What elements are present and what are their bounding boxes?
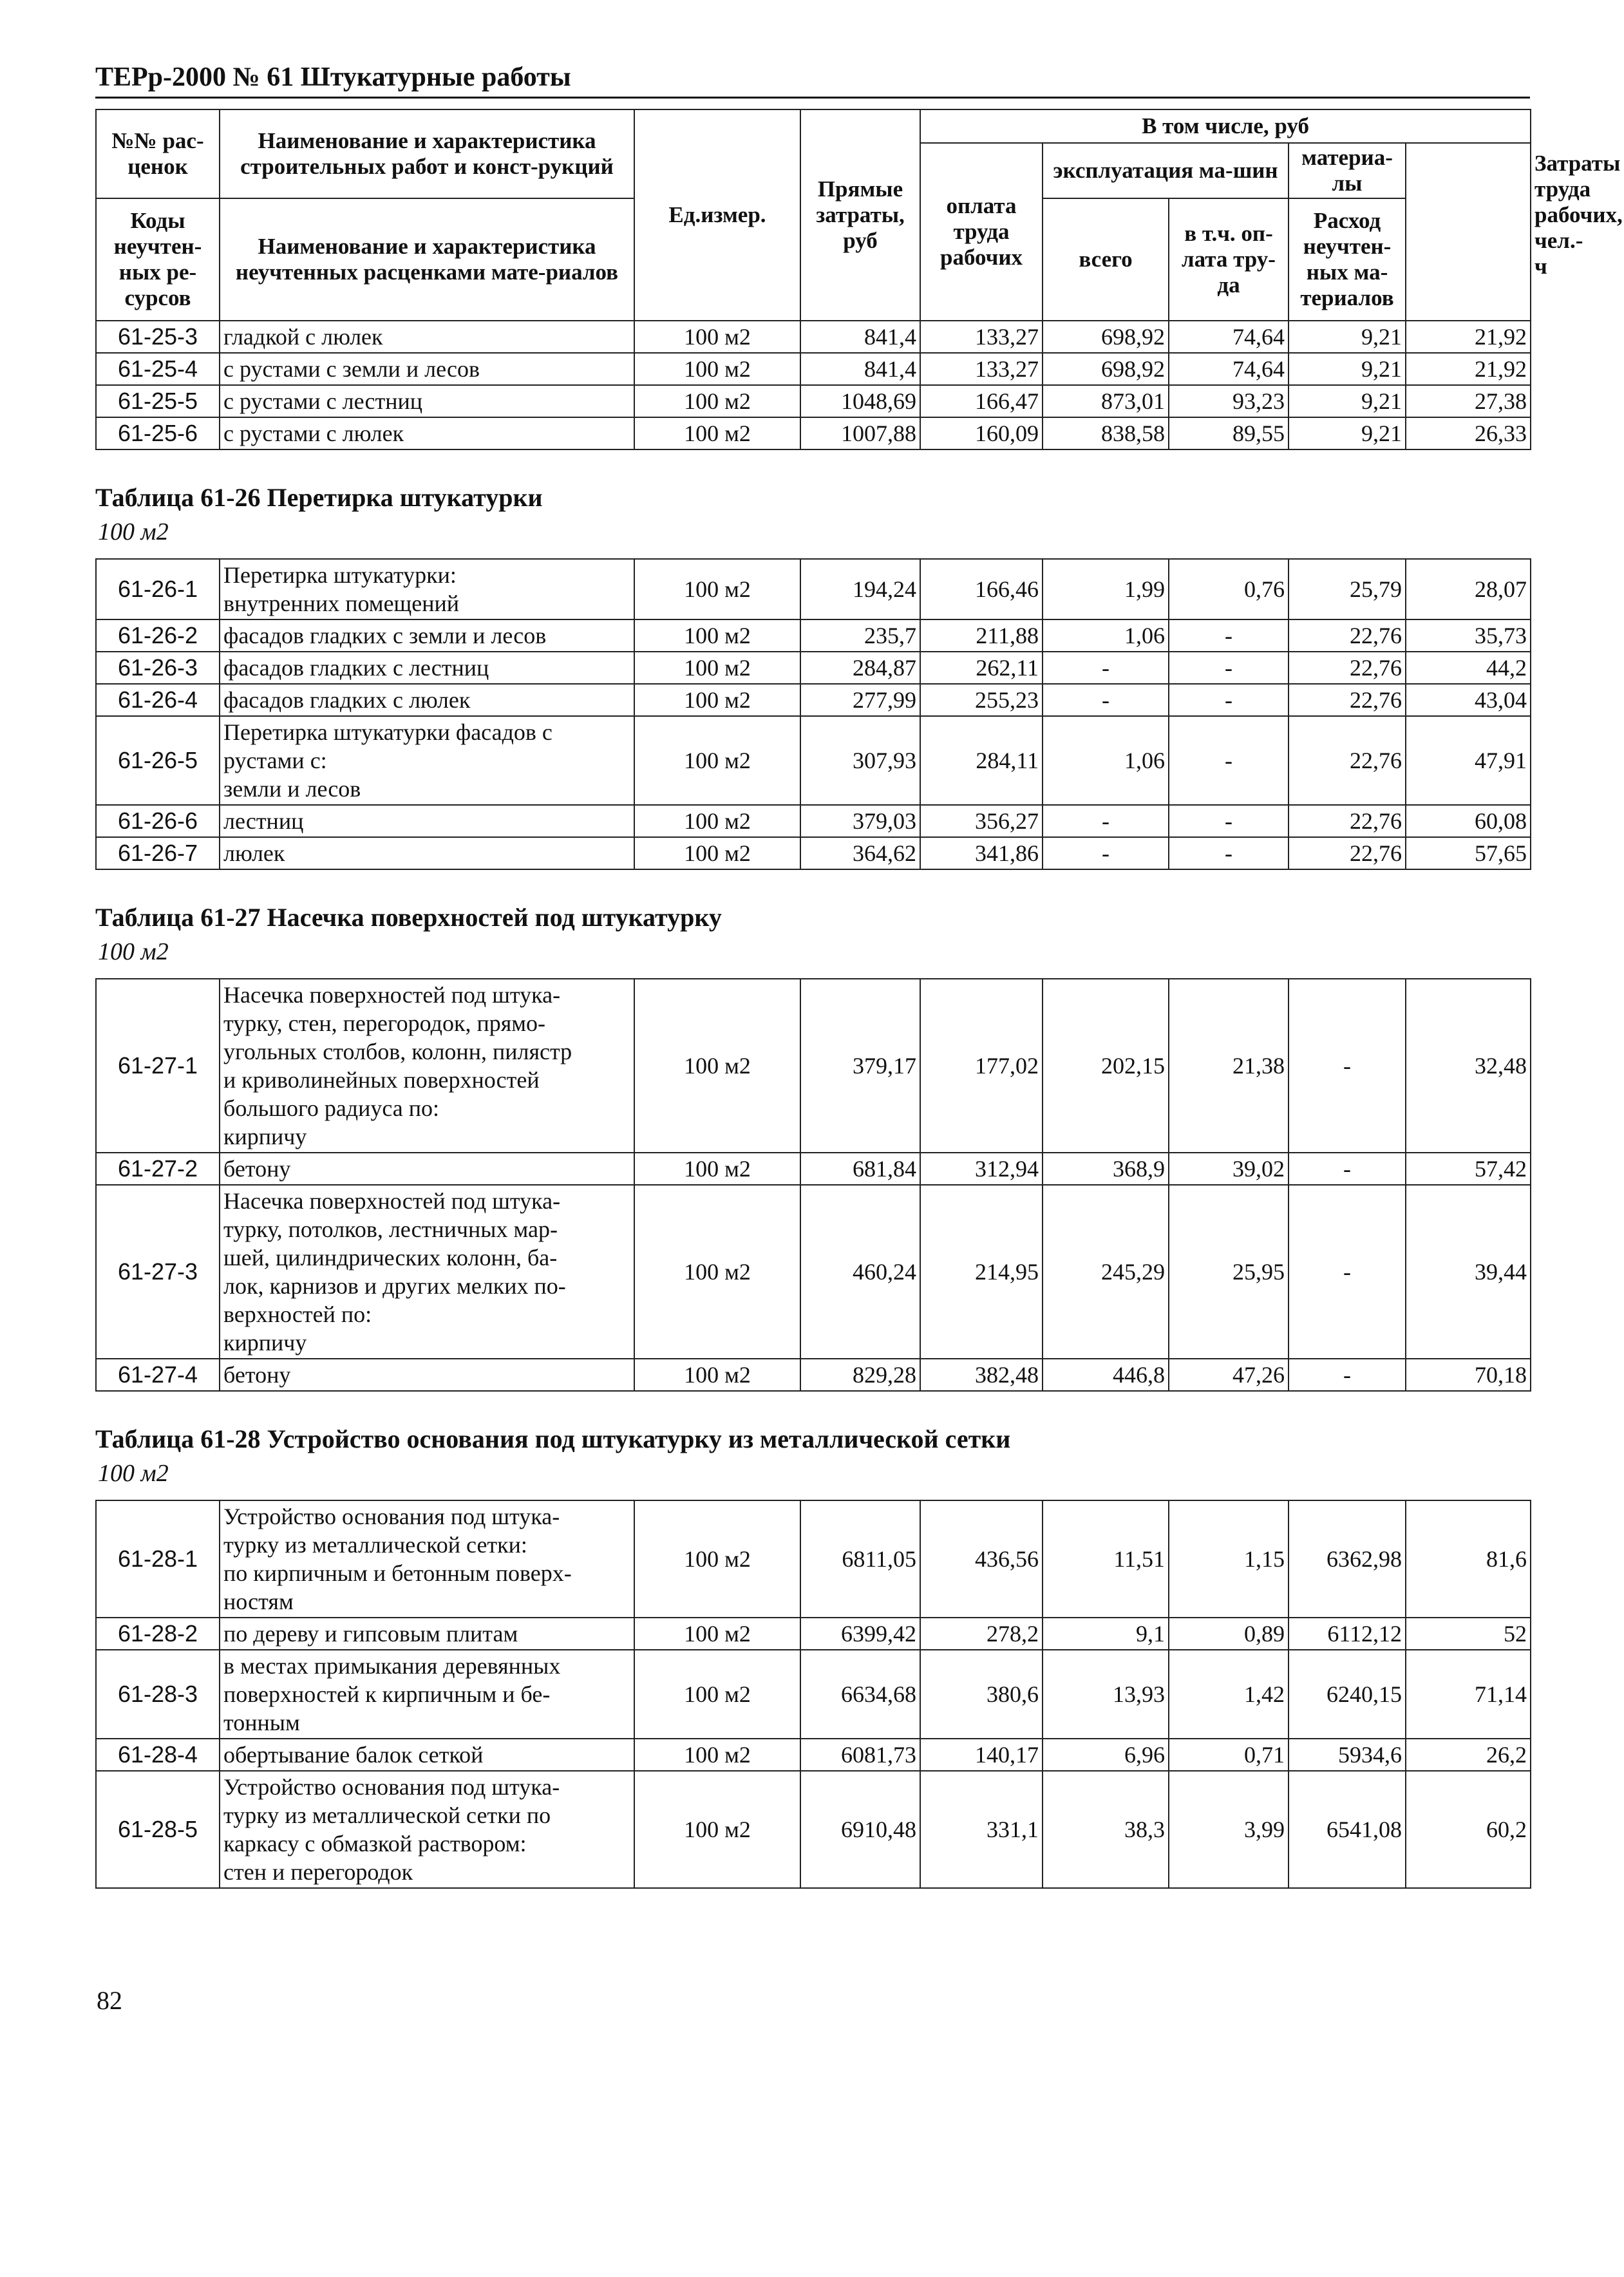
material-costs: - — [1289, 979, 1406, 1153]
material-costs: 22,76 — [1289, 684, 1406, 716]
machine-operator-wages: 25,95 — [1169, 1185, 1289, 1359]
direct-costs: 6811,05 — [800, 1500, 920, 1618]
machine-costs-total: 9,1 — [1043, 1618, 1169, 1650]
table-row — [96, 353, 1531, 385]
table-section — [95, 902, 1530, 1392]
header-materials: материа-лы — [1289, 143, 1406, 198]
header-wages: оплата труда рабочих — [920, 143, 1043, 321]
labor-costs: 71,14 — [1406, 1650, 1531, 1739]
direct-costs: 1048,69 — [800, 385, 920, 417]
unit-of-measure: 100 м2 — [634, 1359, 800, 1391]
machine-operator-wages: 0,76 — [1169, 559, 1289, 619]
table-row — [96, 837, 1531, 869]
rate-code: 61-26-3 — [96, 652, 220, 684]
rate-code: 61-26-5 — [96, 716, 220, 805]
description-line: земли и лесов — [223, 776, 361, 802]
description-line: внутренних помещений — [223, 591, 460, 616]
machine-costs-total: 1,06 — [1043, 716, 1169, 805]
material-costs: 9,21 — [1289, 353, 1406, 385]
rate-code: 61-25-6 — [96, 417, 220, 449]
labor-costs: 60,08 — [1406, 805, 1531, 837]
table-row — [96, 805, 1531, 837]
material-costs: 22,76 — [1289, 837, 1406, 869]
labor-costs: 21,92 — [1406, 353, 1531, 385]
work-description — [220, 1771, 634, 1888]
direct-costs: 6910,48 — [800, 1771, 920, 1888]
material-costs: 22,76 — [1289, 805, 1406, 837]
work-description — [220, 837, 634, 869]
header-machines-total: всего — [1043, 198, 1169, 321]
work-description — [220, 417, 634, 449]
machine-costs-total: 245,29 — [1043, 1185, 1169, 1359]
labor-costs: 44,2 — [1406, 652, 1531, 684]
machine-operator-wages: - — [1169, 652, 1289, 684]
table-row — [96, 1185, 1531, 1359]
table-row — [96, 684, 1531, 716]
machine-operator-wages: - — [1169, 716, 1289, 805]
worker-wages: 356,27 — [920, 805, 1043, 837]
direct-costs: 379,03 — [800, 805, 920, 837]
material-costs: 22,76 — [1289, 716, 1406, 805]
labor-costs: 32,48 — [1406, 979, 1531, 1153]
table-title: Таблица 61-28 Устройство основания под штукатурку из металлической сетки — [95, 1424, 1011, 1453]
work-description — [220, 1650, 634, 1739]
labor-costs: 57,65 — [1406, 837, 1531, 869]
machine-operator-wages: - — [1169, 619, 1289, 652]
table-row — [96, 417, 1531, 449]
description-line: лок, карнизов и других мелких по- — [223, 1273, 566, 1299]
description-line: рустами с: — [223, 748, 327, 773]
labor-costs: 35,73 — [1406, 619, 1531, 652]
material-costs: - — [1289, 1359, 1406, 1391]
machine-costs-total: - — [1043, 837, 1169, 869]
description-line: большого радиуса по: — [223, 1095, 440, 1121]
document-page — [95, 59, 1623, 2016]
rate-code: 61-26-7 — [96, 837, 220, 869]
price-table — [95, 978, 1531, 1392]
machine-costs-total: 698,92 — [1043, 353, 1169, 385]
description-line: с рустами с люлек — [223, 420, 404, 446]
table-row — [96, 716, 1531, 805]
machine-costs-total: 838,58 — [1043, 417, 1169, 449]
unit-of-measure: 100 м2 — [634, 837, 800, 869]
header-direct-costs: Прямые затраты, руб — [800, 109, 920, 321]
worker-wages: 262,11 — [920, 652, 1043, 684]
machine-operator-wages: 93,23 — [1169, 385, 1289, 417]
description-line: фасадов гладких с лестниц — [223, 655, 489, 681]
worker-wages: 211,88 — [920, 619, 1043, 652]
unit-of-measure: 100 м2 — [634, 716, 800, 805]
labor-costs: 21,92 — [1406, 321, 1531, 353]
direct-costs: 284,87 — [800, 652, 920, 684]
description-line: в местах примыкания деревянных — [223, 1653, 561, 1679]
description-line: обертывание балок сеткой — [223, 1742, 484, 1768]
machine-costs-total: 1,06 — [1043, 619, 1169, 652]
machine-costs-total: - — [1043, 805, 1169, 837]
direct-costs: 6081,73 — [800, 1739, 920, 1771]
work-description — [220, 652, 634, 684]
labor-costs: 57,42 — [1406, 1153, 1531, 1185]
worker-wages: 255,23 — [920, 684, 1043, 716]
worker-wages: 331,1 — [920, 1771, 1043, 1888]
direct-costs: 277,99 — [800, 684, 920, 716]
worker-wages: 160,09 — [920, 417, 1043, 449]
worker-wages: 166,46 — [920, 559, 1043, 619]
unit-of-measure: 100 м2 — [634, 321, 800, 353]
labor-costs: 60,2 — [1406, 1771, 1531, 1888]
header-including: В том числе, руб — [920, 109, 1531, 143]
direct-costs: 681,84 — [800, 1153, 920, 1185]
description-line: угольных столбов, колонн, пилястр — [223, 1039, 572, 1064]
description-line: лестниц — [223, 808, 304, 834]
machine-costs-total: 13,93 — [1043, 1650, 1169, 1739]
work-description — [220, 716, 634, 805]
material-costs: 6240,15 — [1289, 1650, 1406, 1739]
machine-operator-wages: 89,55 — [1169, 417, 1289, 449]
description-line: турку, потолков, лестничных мар- — [223, 1216, 558, 1242]
direct-costs: 829,28 — [800, 1359, 920, 1391]
unit-of-measure: 100 м2 — [634, 619, 800, 652]
work-description — [220, 385, 634, 417]
description-line: Устройство основания под штука- — [223, 1504, 560, 1529]
machine-operator-wages: 74,64 — [1169, 353, 1289, 385]
rate-code: 61-28-5 — [96, 1771, 220, 1888]
unit-of-measure: 100 м2 — [634, 1618, 800, 1650]
rate-code: 61-25-4 — [96, 353, 220, 385]
description-line: ностям — [223, 1589, 294, 1614]
description-line: каркасу с обмазкой раствором: — [223, 1831, 527, 1857]
material-costs: 6112,12 — [1289, 1618, 1406, 1650]
unit-of-measure: 100 м2 — [634, 1650, 800, 1739]
direct-costs: 307,93 — [800, 716, 920, 805]
direct-costs: 1007,88 — [800, 417, 920, 449]
machine-operator-wages: 39,02 — [1169, 1153, 1289, 1185]
header-name-top: Наименование и характеристика строительных работ и конст-рукций — [220, 109, 634, 198]
work-description — [220, 559, 634, 619]
machine-operator-wages: 47,26 — [1169, 1359, 1289, 1391]
labor-costs: 47,91 — [1406, 716, 1531, 805]
description-line: Устройство основания под штука- — [223, 1774, 560, 1800]
work-description — [220, 321, 634, 353]
work-description — [220, 979, 634, 1153]
description-line: бетону — [223, 1156, 291, 1182]
rate-code: 61-28-2 — [96, 1618, 220, 1650]
rate-code: 61-28-4 — [96, 1739, 220, 1771]
table-section — [95, 1424, 1530, 1889]
unit-of-measure: 100 м2 — [634, 1153, 800, 1185]
machine-costs-total: 202,15 — [1043, 979, 1169, 1153]
machine-costs-total: 368,9 — [1043, 1153, 1169, 1185]
work-description — [220, 1185, 634, 1359]
table-row — [96, 619, 1531, 652]
table-row — [96, 385, 1531, 417]
labor-costs: 26,33 — [1406, 417, 1531, 449]
header-materials-unaccounted: Расход неучтен-ных ма-териалов — [1289, 198, 1406, 321]
description-line: турку, стен, перегородок, прямо- — [223, 1010, 546, 1036]
table-row — [96, 559, 1531, 619]
worker-wages: 312,94 — [920, 1153, 1043, 1185]
worker-wages: 382,48 — [920, 1359, 1043, 1391]
machine-costs-total: 11,51 — [1043, 1500, 1169, 1618]
labor-costs: 26,2 — [1406, 1739, 1531, 1771]
labor-costs: 70,18 — [1406, 1359, 1531, 1391]
unit-of-measure: 100 м2 — [634, 652, 800, 684]
material-costs: 22,76 — [1289, 619, 1406, 652]
work-description — [220, 1739, 634, 1771]
description-line: стен и перегородок — [223, 1859, 413, 1885]
machine-operator-wages: 0,89 — [1169, 1618, 1289, 1650]
labor-costs: 52 — [1406, 1618, 1531, 1650]
rate-code: 61-26-1 — [96, 559, 220, 619]
direct-costs: 194,24 — [800, 559, 920, 619]
description-line: с рустами с лестниц — [223, 388, 423, 414]
price-table — [95, 1500, 1531, 1889]
labor-costs: 27,38 — [1406, 385, 1531, 417]
worker-wages: 380,6 — [920, 1650, 1043, 1739]
unit-of-measure: 100 м2 — [634, 385, 800, 417]
work-description — [220, 805, 634, 837]
material-costs: 25,79 — [1289, 559, 1406, 619]
page-number: 82 — [97, 1986, 122, 2015]
table-row — [96, 1650, 1531, 1739]
header-machines-wages: в т.ч. оп-лата тру-да — [1169, 198, 1289, 321]
rate-code: 61-26-6 — [96, 805, 220, 837]
header-unit: Ед.измер. — [634, 109, 800, 321]
description-line: бетону — [223, 1362, 291, 1388]
description-line: с рустами с земли и лесов — [223, 356, 480, 382]
rate-code: 61-27-3 — [96, 1185, 220, 1359]
description-line: гладкой с люлек — [223, 324, 383, 350]
machine-operator-wages: 21,38 — [1169, 979, 1289, 1153]
table-unit-note: 100 м2 — [98, 1460, 169, 1487]
unit-of-measure: 100 м2 — [634, 559, 800, 619]
machine-operator-wages: 3,99 — [1169, 1771, 1289, 1888]
work-description — [220, 1500, 634, 1618]
price-table — [95, 558, 1531, 870]
direct-costs: 6399,42 — [800, 1618, 920, 1650]
machine-costs-total: 1,99 — [1043, 559, 1169, 619]
table-row — [96, 1618, 1531, 1650]
rate-code: 61-27-1 — [96, 979, 220, 1153]
table-row — [96, 321, 1531, 353]
header-machines: эксплуатация ма-шин — [1043, 143, 1289, 198]
work-description — [220, 1618, 634, 1650]
description-line: люлек — [223, 840, 285, 866]
table-row — [96, 1153, 1531, 1185]
material-costs: 22,76 — [1289, 652, 1406, 684]
unit-of-measure: 100 м2 — [634, 1185, 800, 1359]
direct-costs: 364,62 — [800, 837, 920, 869]
machine-operator-wages: 0,71 — [1169, 1739, 1289, 1771]
material-costs: 5934,6 — [1289, 1739, 1406, 1771]
worker-wages: 133,27 — [920, 353, 1043, 385]
direct-costs: 841,4 — [800, 321, 920, 353]
material-costs: 9,21 — [1289, 321, 1406, 353]
rate-code: 61-26-2 — [96, 619, 220, 652]
description-line: фасадов гладких с земли и лесов — [223, 623, 547, 648]
direct-costs: 6634,68 — [800, 1650, 920, 1739]
table-row — [96, 652, 1531, 684]
unit-of-measure: 100 м2 — [634, 979, 800, 1153]
rate-code: 61-26-4 — [96, 684, 220, 716]
table-unit-note: 100 м2 — [98, 938, 169, 965]
direct-costs: 235,7 — [800, 619, 920, 652]
direct-costs: 841,4 — [800, 353, 920, 385]
machine-operator-wages: 1,42 — [1169, 1650, 1289, 1739]
description-line: по кирпичным и бетонным поверх- — [223, 1560, 572, 1586]
direct-costs: 379,17 — [800, 979, 920, 1153]
worker-wages: 140,17 — [920, 1739, 1043, 1771]
material-costs: 9,21 — [1289, 417, 1406, 449]
worker-wages: 214,95 — [920, 1185, 1043, 1359]
table-row — [96, 1739, 1531, 1771]
rate-code: 61-27-2 — [96, 1153, 220, 1185]
worker-wages: 341,86 — [920, 837, 1043, 869]
machine-operator-wages: - — [1169, 684, 1289, 716]
description-line: Насечка поверхностей под штука- — [223, 982, 561, 1008]
unit-of-measure: 100 м2 — [634, 1771, 800, 1888]
machine-costs-total: 873,01 — [1043, 385, 1169, 417]
table-unit-note: 100 м2 — [98, 518, 169, 545]
description-line: Перетирка штукатурки: — [223, 562, 457, 588]
description-line: тонным — [223, 1710, 300, 1735]
rate-code: 61-27-4 — [96, 1359, 220, 1391]
description-line: фасадов гладких с люлек — [223, 687, 471, 713]
rate-code: 61-25-5 — [96, 385, 220, 417]
rate-code: 61-28-3 — [96, 1650, 220, 1739]
unit-of-measure: 100 м2 — [634, 417, 800, 449]
rate-code: 61-28-1 — [96, 1500, 220, 1618]
unit-of-measure: 100 м2 — [634, 1739, 800, 1771]
description-line: турку из металлической сетки по — [223, 1802, 551, 1828]
description-line: Насечка поверхностей под штука- — [223, 1188, 561, 1214]
labor-costs: 28,07 — [1406, 559, 1531, 619]
worker-wages: 436,56 — [920, 1500, 1043, 1618]
description-line: турку из металлической сетки: — [223, 1532, 527, 1558]
description-line: верхностей по: — [223, 1301, 372, 1327]
machine-costs-total: - — [1043, 684, 1169, 716]
material-costs: 6541,08 — [1289, 1771, 1406, 1888]
rate-code: 61-25-3 — [96, 321, 220, 353]
machine-costs-total: 446,8 — [1043, 1359, 1169, 1391]
machine-costs-total: 6,96 — [1043, 1739, 1169, 1771]
labor-costs: 81,6 — [1406, 1500, 1531, 1618]
description-line: и криволинейных поверхностей — [223, 1067, 540, 1093]
header-name-bottom: Наименование и характеристика неучтенных расценками мате-риалов — [220, 198, 634, 321]
running-head: ТЕРр-2000 № 61 Штукатурные работы — [95, 62, 571, 92]
work-description — [220, 353, 634, 385]
machine-operator-wages: - — [1169, 837, 1289, 869]
direct-costs: 460,24 — [800, 1185, 920, 1359]
price-table-61-25: №№ рас-ценок Наименование и характеристика строительных работ и конст-рукций Ед.измер. Прямые затраты, руб В том числе, руб Затраты труда рабочих, чел.-ч оплата труда рабочих эксплуатация ма-шин материа-лы Коды неучтен-ных ре-сурсов Наименование и характеристика неучтенных расценками мате-риалов всего в т.ч. оп-лата тру-да Расход неучтен-ных ма-териалов 61-25-3 гладкой с люлек 100 м2 841,4 133,27 698,92 74,64 9,21 21,92 61-25-4 с рустами с земли и лесов 100 м2 841,4 133,27 698,92 74,64 9,21 21,92 61-25-5 с рустами с лестниц 100 м2 1048,69 166,47 873,01 93,23 9,21 27,38 61-25-6 с рустами с люлек 100 м2 1007,88 160,09 838,58 89,55 9,21 26,33 — [95, 109, 1531, 450]
description-line: шей, цилиндрических колонн, ба- — [223, 1245, 558, 1271]
machine-operator-wages: 74,64 — [1169, 321, 1289, 353]
machine-costs-total: - — [1043, 652, 1169, 684]
worker-wages: 278,2 — [920, 1618, 1043, 1650]
unit-of-measure: 100 м2 — [634, 1500, 800, 1618]
machine-operator-wages: - — [1169, 805, 1289, 837]
unit-of-measure: 100 м2 — [634, 684, 800, 716]
unit-of-measure: 100 м2 — [634, 353, 800, 385]
work-description — [220, 619, 634, 652]
material-costs: 6362,98 — [1289, 1500, 1406, 1618]
material-costs: - — [1289, 1185, 1406, 1359]
running-head-rule — [95, 97, 1530, 99]
work-description — [220, 1153, 634, 1185]
worker-wages: 284,11 — [920, 716, 1043, 805]
worker-wages: 177,02 — [920, 979, 1043, 1153]
table-row — [96, 1771, 1531, 1888]
machine-costs-total: 38,3 — [1043, 1771, 1169, 1888]
table-row — [96, 979, 1531, 1153]
table-title: Таблица 61-26 Перетирка штукатурки — [95, 483, 543, 512]
header-code-top: №№ рас-ценок — [96, 109, 220, 198]
description-line: кирпичу — [223, 1330, 307, 1356]
unit-of-measure: 100 м2 — [634, 805, 800, 837]
table-row — [96, 1359, 1531, 1391]
labor-costs: 43,04 — [1406, 684, 1531, 716]
description-line: по дереву и гипсовым плитам — [223, 1621, 518, 1647]
table-row — [96, 1500, 1531, 1618]
worker-wages: 166,47 — [920, 385, 1043, 417]
material-costs: 9,21 — [1289, 385, 1406, 417]
machine-costs-total: 698,92 — [1043, 321, 1169, 353]
description-line: Перетирка штукатурки фасадов с — [223, 719, 552, 745]
description-line: кирпичу — [223, 1124, 307, 1149]
labor-costs: 39,44 — [1406, 1185, 1531, 1359]
worker-wages: 133,27 — [920, 321, 1043, 353]
work-description — [220, 684, 634, 716]
material-costs: - — [1289, 1153, 1406, 1185]
table-section — [95, 482, 1530, 870]
header-code-bottom: Коды неучтен-ных ре-сурсов — [96, 198, 220, 321]
table-title: Таблица 61-27 Насечка поверхностей под штукатурку — [95, 903, 722, 932]
machine-operator-wages: 1,15 — [1169, 1500, 1289, 1618]
work-description — [220, 1359, 634, 1391]
description-line: поверхностей к кирпичным и бе- — [223, 1681, 551, 1707]
